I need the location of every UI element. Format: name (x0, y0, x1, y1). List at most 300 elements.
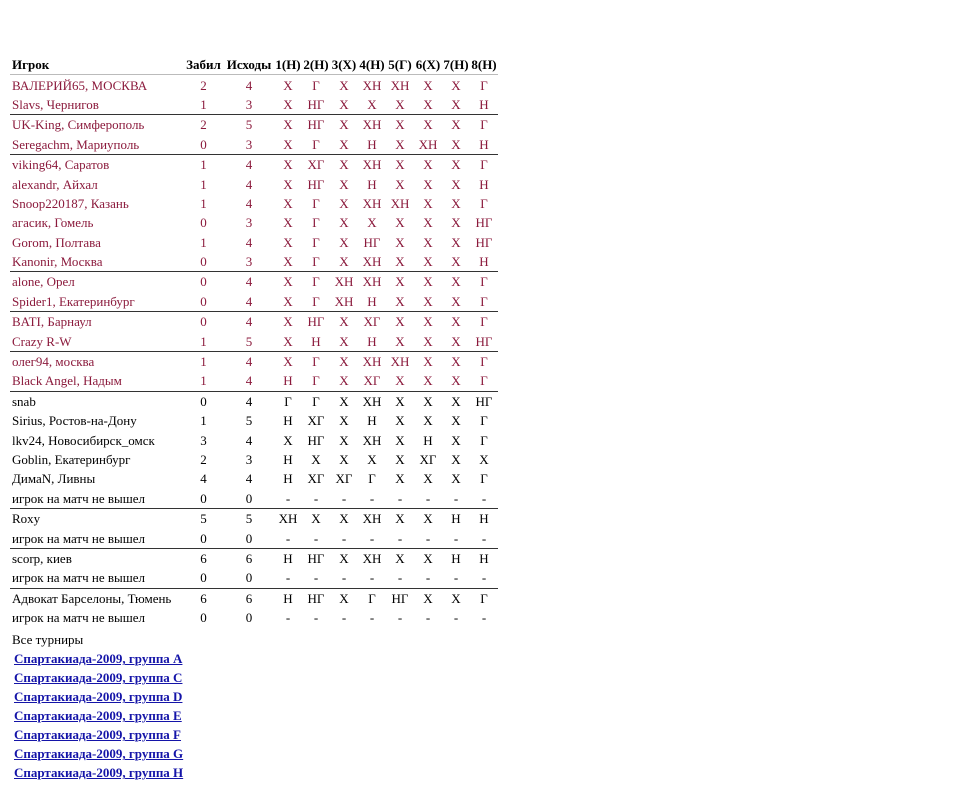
outcomes-cell: 3 (245, 254, 253, 270)
match-6-mark-cell: Х (423, 333, 433, 349)
match-8-mark-cell: Н (479, 254, 489, 270)
match-6-mark-cell: Х (414, 351, 442, 371)
match-8-mark-cell: НГ (475, 234, 493, 250)
goals-cell: 1 (200, 195, 207, 211)
outcomes-cell: 4 (224, 154, 274, 174)
outcomes-cell: 5 (224, 508, 274, 528)
match-5-mark-cell: ХН (386, 75, 414, 95)
table-row (10, 430, 498, 449)
match-4-mark-cell: ХГ (363, 373, 381, 389)
match-7-mark-cell: Х (442, 312, 470, 332)
match-2-mark-cell: Г (312, 195, 320, 211)
match-7-mark-cell: Х (442, 391, 470, 411)
match-4-mark-cell: ХН (362, 195, 382, 211)
match-5-mark-cell: Х (386, 391, 414, 411)
outcomes-cell: 4 (245, 373, 253, 389)
match-6-mark-cell: ХГ (419, 452, 437, 467)
match-6-mark-cell: - (425, 570, 431, 586)
header-match-6: 6(Х) (414, 55, 442, 75)
match-8-mark-cell: - (481, 530, 487, 546)
tournament-link[interactable]: Спартакиада-2009, группа H (14, 765, 184, 781)
match-5-mark-cell: Х (395, 176, 405, 192)
match-2-mark-cell: Г (312, 136, 320, 152)
match-1-mark-cell: Н (274, 588, 302, 608)
match-1-mark-cell: Х (283, 195, 293, 211)
header-match-2: 2(Н) (302, 55, 330, 75)
player-name-cell: игрок на матч не вышел (12, 570, 145, 586)
match-6-mark-cell: - (425, 530, 431, 546)
header-match-3: 3(Х) (330, 55, 358, 75)
match-5-mark-cell: Х (386, 272, 414, 292)
tournament-link[interactable]: Спартакиада-2009, группа G (14, 746, 184, 762)
goals-cell: 2 (200, 452, 207, 467)
match-7-mark-cell: Х (451, 96, 461, 112)
match-7-mark-cell: - (453, 530, 459, 546)
match-2-mark-cell: НГ (307, 176, 325, 192)
match-3-mark-cell: Х (339, 136, 349, 152)
match-3-mark-cell: Х (330, 351, 358, 371)
match-8-mark-cell: Г (480, 471, 488, 487)
player-name-cell: ДимаN, Ливны (12, 471, 96, 487)
match-4-mark-cell: ХН (358, 548, 386, 568)
match-1-mark-cell: Х (283, 333, 293, 349)
match-8-mark-cell: Н (470, 508, 498, 528)
match-7-mark-cell: Х (451, 333, 461, 349)
goals-cell: 0 (183, 391, 224, 411)
match-4-mark-cell: ХГ (358, 312, 386, 332)
match-4-mark-cell: - (369, 570, 375, 586)
outcomes-cell: 4 (245, 432, 253, 448)
player-name-cell: viking64, Саратов (10, 154, 183, 174)
player-name-cell: агасик, Гомель (12, 215, 94, 231)
table-row (10, 135, 498, 155)
match-7-mark-cell: - (453, 570, 459, 586)
match-1-mark-cell: - (285, 530, 291, 546)
match-2-mark-cell: Х (311, 452, 321, 467)
outcomes-cell: 5 (224, 115, 274, 135)
match-1-mark-cell: - (285, 610, 291, 626)
table-row (10, 469, 498, 488)
goals-cell: 2 (183, 75, 224, 95)
match-7-mark-cell: Х (451, 215, 461, 231)
match-5-mark-cell: Х (386, 312, 414, 332)
match-6-mark-cell: Х (423, 96, 433, 112)
match-8-mark-cell: Г (470, 115, 498, 135)
outcomes-cell: 5 (245, 413, 253, 429)
player-name-cell: олег94, москва (10, 351, 183, 371)
match-1-mark-cell: Г (274, 391, 302, 411)
list-item (14, 649, 498, 668)
match-8-mark-cell: Г (470, 588, 498, 608)
match-4-mark-cell: - (369, 490, 375, 506)
match-1-mark-cell: Х (274, 154, 302, 174)
table-row (10, 489, 498, 509)
match-6-mark-cell: Х (414, 272, 442, 292)
match-3-mark-cell: - (341, 610, 347, 626)
match-4-mark-cell: Х (367, 96, 377, 112)
outcomes-cell: 3 (245, 215, 253, 231)
player-name-cell: alone, Орел (10, 272, 183, 292)
table-row (10, 95, 498, 115)
goals-cell: 4 (200, 471, 207, 487)
match-2-mark-cell: НГ (307, 432, 325, 448)
list-item (14, 763, 498, 782)
player-name-cell: Snoop220187, Казань (12, 195, 129, 211)
list-item (14, 706, 498, 725)
match-3-mark-cell: Х (339, 254, 349, 270)
table-row (10, 213, 498, 232)
outcomes-cell: 4 (245, 293, 253, 309)
match-5-mark-cell: Х (395, 215, 405, 231)
list-item (14, 687, 498, 706)
match-5-mark-cell: Х (395, 96, 405, 112)
outcomes-cell: 0 (245, 610, 253, 626)
match-3-mark-cell: - (341, 490, 347, 506)
outcomes-cell: 3 (245, 452, 253, 467)
outcomes-cell: 6 (224, 588, 274, 608)
match-1-mark-cell: - (285, 570, 291, 586)
match-8-mark-cell: Н (470, 548, 498, 568)
table-row (10, 548, 498, 568)
goals-cell: 6 (183, 548, 224, 568)
list-item (14, 668, 498, 687)
match-2-mark-cell: - (313, 490, 319, 506)
goals-cell: 1 (200, 413, 207, 429)
goals-cell: 1 (200, 176, 207, 192)
match-2-mark-cell: НГ (307, 96, 325, 112)
match-6-mark-cell: Х (423, 471, 433, 487)
table-row (10, 252, 498, 272)
match-4-mark-cell: Н (367, 333, 377, 349)
match-3-mark-cell: ХН (330, 272, 358, 292)
match-8-mark-cell: Н (479, 96, 489, 112)
match-5-mark-cell: - (397, 490, 403, 506)
outcomes-cell: 4 (224, 272, 274, 292)
goals-cell: 1 (200, 333, 207, 349)
match-1-mark-cell: Н (283, 413, 293, 429)
match-6-mark-cell: Х (414, 508, 442, 528)
table-row (10, 351, 498, 371)
match-7-mark-cell: Х (442, 588, 470, 608)
header-match-1: 1(Н) (274, 55, 302, 75)
match-6-mark-cell: Х (414, 75, 442, 95)
goals-cell: 1 (200, 96, 207, 112)
match-5-mark-cell: Х (395, 452, 405, 467)
match-2-mark-cell: ХГ (307, 471, 325, 487)
match-8-mark-cell: Г (470, 312, 498, 332)
table-row (10, 194, 498, 213)
match-7-mark-cell: - (453, 490, 459, 506)
match-6-mark-cell: Х (414, 588, 442, 608)
goals-cell: 0 (200, 610, 207, 626)
match-1-mark-cell: Н (274, 548, 302, 568)
match-1-mark-cell: Н (283, 373, 293, 389)
match-8-mark-cell: - (481, 570, 487, 586)
match-7-mark-cell: Х (451, 195, 461, 211)
match-5-mark-cell: Х (395, 234, 405, 250)
match-1-mark-cell: Н (283, 452, 293, 467)
match-5-mark-cell: Х (395, 254, 405, 270)
match-1-mark-cell: Х (283, 293, 293, 309)
goals-cell: 0 (200, 136, 207, 152)
match-3-mark-cell: Х (339, 432, 349, 448)
player-name-cell: Gorom, Полтава (12, 234, 101, 250)
match-3-mark-cell: Х (339, 413, 349, 429)
match-2-mark-cell: Г (302, 272, 330, 292)
match-6-mark-cell: Х (423, 413, 433, 429)
match-3-mark-cell: Х (330, 75, 358, 95)
match-6-mark-cell: Х (423, 373, 433, 389)
table-row (10, 371, 498, 391)
match-8-mark-cell: - (481, 490, 487, 506)
match-8-mark-cell: Г (480, 432, 488, 448)
match-7-mark-cell: Н (442, 508, 470, 528)
match-3-mark-cell: Х (339, 452, 349, 467)
match-1-mark-cell: Х (283, 215, 293, 231)
match-8-mark-cell: Х (479, 452, 489, 467)
match-7-mark-cell: Х (442, 115, 470, 135)
match-5-mark-cell: Х (395, 136, 405, 152)
player-name-cell: игрок на матч не вышел (12, 610, 145, 626)
tournament-link[interactable]: Спартакиада-2009, группа E (14, 708, 182, 724)
outcomes-cell: 4 (245, 195, 253, 211)
player-name-cell: BATI, Барнаул (10, 312, 183, 332)
match-7-mark-cell: Х (442, 272, 470, 292)
match-6-mark-cell: Х (414, 312, 442, 332)
outcomes-cell: 3 (245, 136, 253, 152)
page-content (10, 55, 498, 782)
match-5-mark-cell: - (397, 610, 403, 626)
match-3-mark-cell: Х (330, 154, 358, 174)
match-1-mark-cell: Н (283, 471, 293, 487)
player-name-cell: Адвокат Барселоны, Тюмень (10, 588, 183, 608)
match-7-mark-cell: Х (451, 413, 461, 429)
match-5-mark-cell: Х (386, 154, 414, 174)
match-6-mark-cell: Х (423, 215, 433, 231)
goals-cell: 0 (200, 254, 207, 270)
match-8-mark-cell: Г (470, 75, 498, 95)
outcomes-cell: 4 (245, 176, 253, 192)
match-4-mark-cell: - (369, 610, 375, 626)
match-7-mark-cell: Х (451, 254, 461, 270)
match-5-mark-cell: Х (386, 548, 414, 568)
header-goals: Забил (183, 55, 224, 75)
outcomes-cell: 4 (245, 234, 253, 250)
match-4-mark-cell: ХН (358, 391, 386, 411)
match-7-mark-cell: Х (451, 136, 461, 152)
match-4-mark-cell: Г (358, 588, 386, 608)
tournament-link[interactable]: Спартакиада-2009, группа A (14, 651, 183, 667)
match-6-mark-cell: Х (414, 391, 442, 411)
tournament-links-list (10, 649, 498, 782)
player-name-cell: Roxy (10, 508, 183, 528)
player-name-cell: alexandr, Айхал (12, 176, 98, 192)
match-7-mark-cell: Х (451, 373, 461, 389)
table-row (10, 528, 498, 548)
match-8-mark-cell: Н (479, 136, 489, 152)
outcomes-cell: 6 (224, 548, 274, 568)
goals-cell: 0 (183, 312, 224, 332)
table-row (10, 154, 498, 174)
table-row (10, 450, 498, 469)
tournament-link[interactable]: Спартакиада-2009, группа F (14, 727, 182, 743)
outcomes-cell: 0 (245, 490, 253, 506)
goals-cell: 0 (200, 570, 207, 586)
outcomes-cell: 4 (224, 391, 274, 411)
match-3-mark-cell: Х (330, 508, 358, 528)
match-6-mark-cell: Х (414, 154, 442, 174)
goals-cell: 0 (183, 272, 224, 292)
player-name-cell: игрок на матч не вышел (12, 530, 145, 546)
match-5-mark-cell: - (397, 530, 403, 546)
match-3-mark-cell: ХГ (335, 471, 353, 487)
match-3-mark-cell: Х (330, 548, 358, 568)
match-6-mark-cell: Х (423, 254, 433, 270)
match-8-mark-cell: Г (480, 293, 488, 309)
outcomes-cell: 3 (245, 96, 253, 112)
table-row (10, 174, 498, 193)
table-row (10, 115, 498, 135)
match-1-mark-cell: Х (274, 272, 302, 292)
match-6-mark-cell: Х (423, 234, 433, 250)
match-8-mark-cell: Г (470, 272, 498, 292)
match-2-mark-cell: НГ (302, 548, 330, 568)
header-match-5: 5(Г) (386, 55, 414, 75)
header-match-8: 8(Н) (470, 55, 498, 75)
match-6-mark-cell: Х (423, 195, 433, 211)
list-item (14, 744, 498, 763)
goals-cell: 0 (200, 293, 207, 309)
match-7-mark-cell: Х (451, 452, 461, 467)
header-outcomes: Исходы (224, 55, 274, 75)
player-name-cell: игрок на матч не вышел (12, 490, 145, 506)
match-3-mark-cell: Х (339, 176, 349, 192)
match-4-mark-cell: Х (367, 452, 377, 467)
table-row (10, 391, 498, 411)
match-6-mark-cell: Х (414, 115, 442, 135)
table-row (10, 312, 498, 332)
match-2-mark-cell: Г (312, 293, 320, 309)
match-6-mark-cell: - (425, 490, 431, 506)
match-2-mark-cell: Г (312, 254, 320, 270)
goals-cell: 1 (183, 351, 224, 371)
match-4-mark-cell: Н (367, 176, 377, 192)
goals-cell: 1 (200, 234, 207, 250)
match-2-mark-cell: - (313, 530, 319, 546)
match-4-mark-cell: Н (367, 136, 377, 152)
tournament-link[interactable]: Спартакиада-2009, группа D (14, 689, 183, 705)
match-5-mark-cell: НГ (386, 588, 414, 608)
match-8-mark-cell: Г (480, 195, 488, 211)
match-3-mark-cell: ХН (334, 293, 354, 309)
tournament-link[interactable]: Спартакиада-2009, группа C (14, 670, 183, 686)
match-8-mark-cell: Г (470, 351, 498, 371)
match-3-mark-cell: Х (339, 96, 349, 112)
table-row (10, 331, 498, 351)
match-1-mark-cell: Х (274, 312, 302, 332)
goals-cell: 1 (183, 154, 224, 174)
table-row (10, 568, 498, 588)
match-4-mark-cell: Г (368, 471, 376, 487)
match-4-mark-cell: Н (367, 413, 377, 429)
table-row (10, 411, 498, 430)
results-table (10, 55, 498, 627)
header-match-4: 4(Н) (358, 55, 386, 75)
match-3-mark-cell: Х (330, 115, 358, 135)
match-7-mark-cell: Н (442, 548, 470, 568)
match-1-mark-cell: Х (283, 136, 293, 152)
header-match-7: 7(Н) (442, 55, 470, 75)
match-8-mark-cell: Н (479, 176, 489, 192)
match-5-mark-cell: Х (386, 115, 414, 135)
match-1-mark-cell: Х (283, 432, 293, 448)
outcomes-cell: 5 (245, 333, 253, 349)
match-1-mark-cell: Х (274, 75, 302, 95)
match-5-mark-cell: ХН (386, 351, 414, 371)
match-3-mark-cell: Х (339, 333, 349, 349)
match-3-mark-cell: - (341, 570, 347, 586)
match-2-mark-cell: НГ (302, 312, 330, 332)
match-4-mark-cell: ХН (362, 254, 382, 270)
match-7-mark-cell: Х (451, 293, 461, 309)
match-7-mark-cell: Х (442, 75, 470, 95)
match-1-mark-cell: Х (283, 96, 293, 112)
match-8-mark-cell: НГ (470, 391, 498, 411)
table-row (10, 588, 498, 608)
player-name-cell: Sirius, Ростов-на-Дону (12, 413, 137, 429)
match-5-mark-cell: Х (395, 471, 405, 487)
goals-cell: 0 (200, 490, 207, 506)
match-3-mark-cell: Х (339, 234, 349, 250)
match-5-mark-cell: Х (395, 293, 405, 309)
match-6-mark-cell: Х (423, 176, 433, 192)
match-4-mark-cell: Х (367, 215, 377, 231)
player-name-cell: ВАЛЕРИЙ65, МОСКВА (10, 75, 183, 95)
match-6-mark-cell: ХН (418, 136, 438, 152)
outcomes-cell: 0 (245, 530, 253, 546)
match-2-mark-cell: - (313, 570, 319, 586)
match-1-mark-cell: Х (274, 351, 302, 371)
player-name-cell: Kanonir, Москва (12, 254, 103, 270)
match-2-mark-cell: Г (302, 391, 330, 411)
match-4-mark-cell: ХН (362, 432, 382, 448)
match-8-mark-cell: Г (480, 413, 488, 429)
match-1-mark-cell: Х (274, 115, 302, 135)
table-header-row (10, 55, 498, 75)
player-name-cell: Crazy R-W (12, 333, 72, 349)
match-1-mark-cell: Х (283, 176, 293, 192)
match-6-mark-cell: Х (423, 293, 433, 309)
match-3-mark-cell: Х (339, 195, 349, 211)
table-row (10, 292, 498, 312)
match-3-mark-cell: Х (330, 391, 358, 411)
match-7-mark-cell: Х (451, 234, 461, 250)
outcomes-cell: 4 (224, 312, 274, 332)
goals-cell: 6 (183, 588, 224, 608)
match-1-mark-cell: Х (283, 254, 293, 270)
match-7-mark-cell: - (453, 610, 459, 626)
match-5-mark-cell: Х (395, 413, 405, 429)
match-2-mark-cell: Г (312, 373, 320, 389)
goals-cell: 3 (200, 432, 207, 448)
match-3-mark-cell: Х (339, 215, 349, 231)
table-row (10, 233, 498, 252)
match-4-mark-cell: ХН (358, 75, 386, 95)
match-2-mark-cell: ХГ (307, 413, 325, 429)
player-name-cell: scorp, киев (10, 548, 183, 568)
match-6-mark-cell: Н (423, 432, 433, 448)
match-4-mark-cell: ХН (358, 351, 386, 371)
